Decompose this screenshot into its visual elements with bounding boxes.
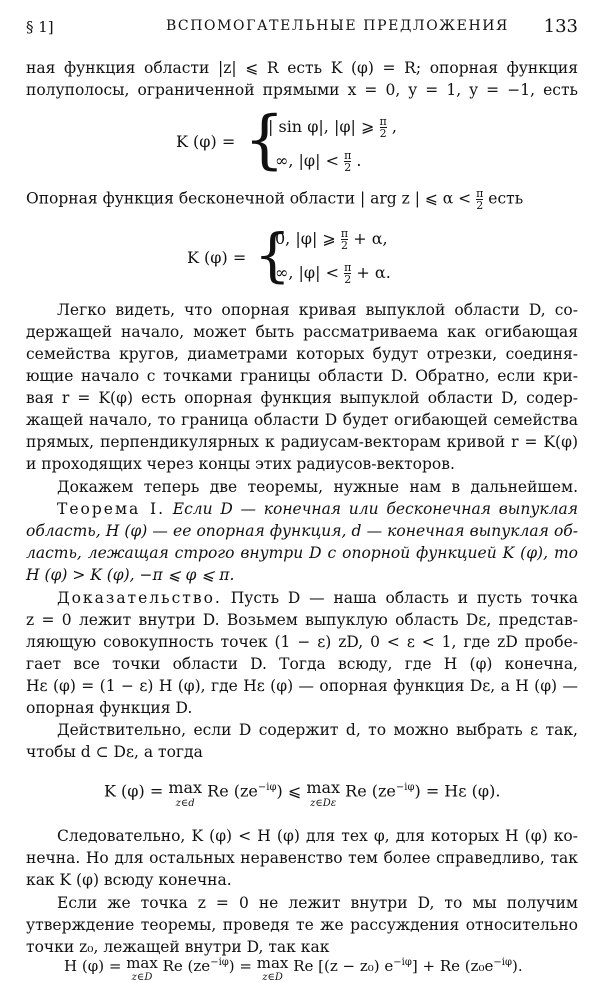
text-line: как K (φ) всюду конечна. — [26, 871, 232, 889]
text-line: Докажем теперь две теоремы, нужные нам в дальнейшем. — [57, 478, 578, 496]
section-marker: § 1] — [26, 18, 54, 36]
text-line: Легко видеть, что опорная кривая выпуклой области D, со- — [57, 301, 578, 319]
theorem-line: ласть, лежащая строго внутри D с опорной функцией K (φ), то — [26, 544, 578, 562]
theorem-line: область, H (φ) — ее опорная функция, d — конечная выпуклая об- — [26, 522, 578, 540]
book-page: § 1] ВСПОМОГАТЕЛЬНЫЕ ПРЕДЛОЖЕНИЯ 133 ная функция области |z| ⩽ R есть K (φ) = R; опорная функция полуполосы, ограниченной прямыми x = 0, y = 1, y = −1, есть K (φ) = { | sin φ|, |φ| ⩾ $\frac{\pi}{2}$ , ∞, |φ| < $\frac{\pi}{2}$ . Опорная функция бесконечной области | arg z | ⩽ α < $\frac{\pi}{2}$ есть K (φ) = { 0, |φ| ⩾ $\frac{\pi}{2}$ + α, ∞, |φ| < $\frac{\pi}{2}$ + α. Легко видеть, что опорная кривая выпуклой области D, со- держащей начало, может быть рассматриваема как огибающая семейства кругов, диаметрами которых будут отрезки, соединя- ющие начало с точками границы области D. Обратно, если кри- вая r = K(φ) есть опорная функция выпуклой области D, содер- жащей начало, то граница области D будет огибающей семейства прямых, перпендикулярных к радиусам-векторам кривой r = K(φ) и проходящих через концы этих радиусов-векторов. Докажем теперь две теоремы, нужные нам в дальнейшем. Теорема I. Если D — конечная или бесконечная выпуклая область, H (φ) — ее опорная функция, d — конечная выпуклая об- ласть, лежащая строго внутри D с опорной функцией K (φ), то H (φ) > K (φ), −π ⩽ φ ⩽ π. Доказательство. Пусть D — наша область и пусть точка z = 0 лежит внутри D. Возьмем выпуклую область Dε, представ- ляющую совокупность точек (1 − ε) zD, 0 < ε < 1, где zD пробе- гает все точки области D. Тогда всюду, где H (φ) конечна, Hε (φ) = (1 − ε) H (φ), где Hε (φ) — опорная функция Dε, а H (φ) — опорная функция D. Действительно, если D содержит d, то можно выбрать ε так, чтобы d ⊂ Dε, а тогда K (φ) = max z∈d Re $(ze^{-i\varphi})$ ⩽ max z∈Dε Re $(ze^{-i\varphi}) = H\varepsilon$ (φ). Следовательно, K (φ) < H (φ) для тех φ, для которых H (φ) ко- нечна. Но для остальных неравенство тем более справедливо, так как K (φ) всюду конечна. Если же точка z = 0 не лежит внутри D, то мы получим утверждение теоремы, проведя те же рассуждения относительно точки z₀, лежащей внутри D, так как H (φ) = max z∈D Re $(ze^{-i\varphi})$ = max z∈D Re [(z − z₀) $e^{-i\varphi}] + Re$ $(z_0e^{-i\varphi})$. — [26, 16, 578, 983]
text-line: ная функция области |z| ⩽ R есть K (φ) = R; опорная функция — [26, 59, 578, 77]
text-line: вая r = K(φ) есть опорная функция выпуклой области D, содер- — [26, 389, 578, 407]
text-line: Следовательно, K (φ) < H (φ) для тех φ, для которых H (φ) ко- — [57, 827, 578, 845]
text-line: гает все точки области D. Тогда всюду, где H (φ) конечна, — [26, 655, 578, 673]
text-line: жащей начало, то граница области D будет огибающей семейства — [26, 411, 578, 429]
text-line: семейства кругов, диаметрами которых будут отрезки, соединя- — [26, 345, 578, 363]
text-line: Действительно, если D содержит d, то можно выбрать ε так, — [57, 721, 578, 739]
text-line: ющие начало с точками границы области D. Обратно, если кри- — [26, 367, 578, 385]
text-line: нечна. Но для остальных неравенство тем более справедливо, так — [26, 849, 578, 867]
text-line: и проходящих через концы этих радиусов-векторов. — [26, 455, 455, 473]
text-line: Если же точка z = 0 не лежит внутри D, то мы получим — [57, 894, 578, 912]
running-title: ВСПОМОГАТЕЛЬНЫЕ ПРЕДЛОЖЕНИЯ — [166, 18, 509, 34]
text-line: точки z₀, лежащей внутри D, так как — [26, 938, 330, 956]
text-line: прямых, перпендикулярных к радиусам-векторам кривой r = K(φ) — [26, 433, 578, 451]
text-line: чтобы d ⊂ Dε, а тогда — [26, 743, 203, 761]
text-line: ляющую совокупность точек (1 − ε) zD, 0 < ε < 1, где zD пробе- — [26, 633, 578, 651]
proof-heading-line: Доказательство. Пусть D — наша область и пусть точка — [57, 589, 578, 607]
left-brace: { — [254, 221, 291, 289]
page-number: 133 — [543, 16, 578, 37]
theorem-heading-line: Теорема I. Если D — конечная или бесконечная выпуклая — [57, 500, 578, 518]
left-brace: { — [244, 103, 285, 177]
theorem-line: H (φ) > K (φ), −π ⩽ φ ⩽ π. — [26, 566, 235, 584]
text-line: полуполосы, ограниченной прямыми x = 0, y = 1, y = −1, есть — [26, 81, 578, 99]
formula-support-shift: H (φ) = max z∈D Re $(ze^{-i\varphi})$ = max z∈D Re [(z − z₀) $e^{-i\varphi}] + Re$ $(z_0e^{-i\varphi})$. — [64, 954, 523, 983]
text-line: опорная функция D. — [26, 699, 193, 717]
text-line: Опорная функция бесконечной области | arg z | ⩽ α < $\frac{\pi}{2}$ есть — [26, 187, 524, 212]
page-header — [26, 14, 578, 40]
formula-inequality-max: K (φ) = max z∈d Re $(ze^{-i\varphi})$ ⩽ max z∈Dε Re $(ze^{-i\varphi}) = H\varepsilon$ (φ). — [104, 778, 501, 809]
text-line: Hε (φ) = (1 − ε) H (φ), где Hε (φ) — опорная функция Dε, а H (φ) — — [26, 677, 578, 695]
text-line: держащей начало, может быть рассматриваема как огибающая — [26, 323, 578, 341]
text-line: утверждение теоремы, проведя те же рассуждения относительно — [26, 916, 578, 934]
text-line: z = 0 лежит внутри D. Возьмем выпуклую область Dε, представ- — [26, 611, 578, 629]
